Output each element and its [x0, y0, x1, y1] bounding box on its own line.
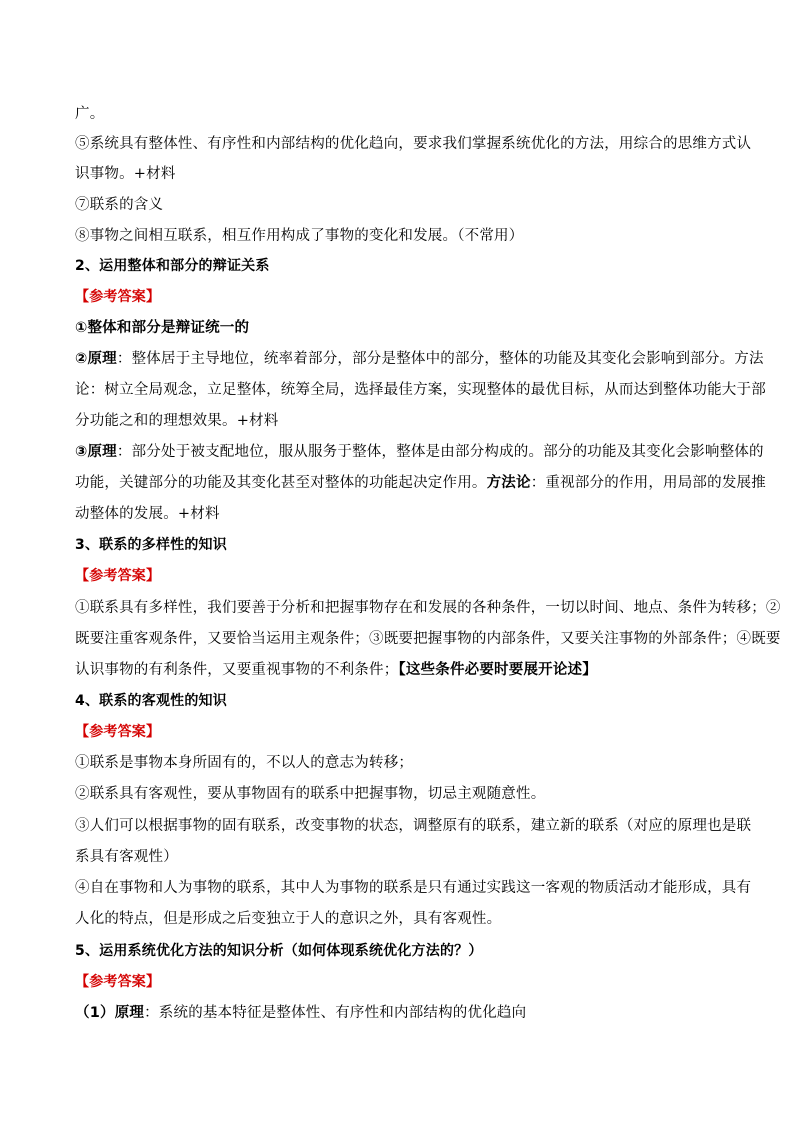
text-line	[75, 473, 766, 493]
text-line	[75, 1003, 526, 1023]
method-label: 方法论	[486, 475, 531, 491]
text-span: ：系统的基本特征是整体性、有序性和内部结构的优化趋向	[144, 1005, 527, 1021]
text-line: 分功能之和的理想效果。+材料	[75, 413, 279, 429]
text-line: 广。	[75, 106, 105, 122]
text-line: ⑦联系的含义	[75, 197, 164, 213]
answer-label: 【参考答案】	[75, 289, 161, 305]
text-span: 功能，关键部分的功能及其变化甚至对整体的功能起决定作用。	[75, 475, 487, 491]
text-line: ①联系具有多样性，我们要善于分析和把握事物存在和发展的各种条件，一切以时间、地点、条件为转移；②	[75, 600, 781, 616]
text-line: ③人们可以根据事物的固有联系，改变事物的状态，调整原有的联系，建立新的联系（对应的原理也是联	[75, 818, 752, 834]
text-span: ：重视部分的作用，用局部的发展推	[530, 475, 766, 491]
text-line: ①联系是事物本身所固有的，不以人的意志为转移；	[75, 755, 414, 771]
section-heading-4: 4、联系的客观性的知识	[75, 693, 227, 709]
text-span: ：部分处于被支配地位，服从服务于整体，整体是由部分构成的。部分的功能及其变化会影响整体的	[116, 444, 764, 460]
section-heading-2: 2、运用整体和部分的辩证关系	[75, 258, 270, 274]
text-span: 认识事物的有利条件，又要重视事物的不利条件；	[75, 662, 399, 678]
note-span: 【这些条件必要时要展开论述】	[398, 662, 597, 678]
answer-label: 【参考答案】	[75, 568, 161, 584]
text-line: ④自在事物和人为事物的联系，其中人为事物的联系是只有通过实践这一客观的物质活动才能形成，具有	[75, 880, 752, 896]
text-line: 论：树立全局观念，立足整体，统筹全局，选择最佳方案，实现整体的最优目标，从而达到整体功能大于部	[75, 382, 766, 398]
text-line: ②联系具有客观性，要从事物固有的联系中把握事物，切忌主观随意性。	[75, 786, 546, 802]
principle-label: ②原理	[75, 351, 117, 367]
section-heading-3: 3、联系的多样性的知识	[75, 537, 227, 553]
text-line: 动整体的发展。+材料	[75, 506, 220, 522]
answer-label: 【参考答案】	[75, 724, 161, 740]
text-line	[75, 660, 597, 680]
text-span: ：整体居于主导地位，统率着部分，部分是整体中的部分，整体的功能及其变化会影响到部分。方法	[116, 351, 764, 367]
text-line: 系具有客观性）	[75, 849, 178, 865]
section-heading-5: 5、运用系统优化方法的知识分析（如何体现系统优化方法的？）	[75, 943, 483, 959]
text-line	[75, 442, 764, 462]
text-line: ①整体和部分是辩证统一的	[75, 320, 250, 336]
text-line: 既要注重客观条件，又要恰当运用主观条件；③既要把握事物的内部条件，又要关注事物的外部条件；④既要	[75, 631, 781, 647]
text-line	[75, 349, 764, 369]
principle-label: （1）原理	[75, 1005, 145, 1021]
principle-label: ③原理	[75, 444, 117, 460]
answer-label: 【参考答案】	[75, 974, 161, 990]
text-line: 识事物。+材料	[75, 166, 176, 182]
text-line: ⑤系统具有整体性、有序性和内部结构的优化趋向，要求我们掌握系统优化的方法，用综合的思维方式认	[75, 136, 752, 152]
text-line: 人化的特点，但是形成之后变独立于人的意识之外，具有客观性。	[75, 911, 502, 927]
text-line: ⑧事物之间相互联系，相互作用构成了事物的变化和发展。（不常用）	[75, 228, 524, 244]
